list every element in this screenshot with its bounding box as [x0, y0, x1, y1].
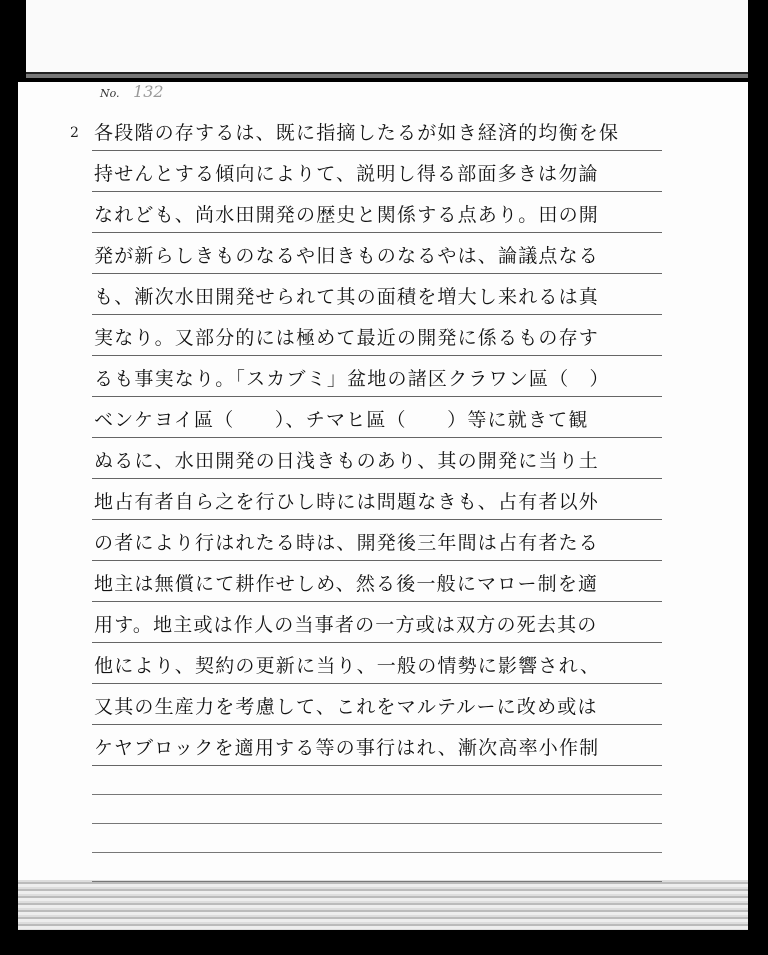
line-text: 用す。地主或は作人の当事者の一方或は双方の死去其の: [94, 614, 598, 636]
manuscript-text-block: [92, 110, 662, 882]
blank-ruled-line: [92, 795, 662, 824]
text-line: [92, 356, 662, 397]
text-line: [92, 110, 662, 151]
blank-ruled-line: [92, 766, 662, 795]
text-line: [92, 684, 662, 725]
margin-mark: 2: [70, 125, 79, 141]
line-text: なれども、尚水田開発の歴史と関係する点あり。田の開: [94, 204, 600, 226]
text-line: [92, 725, 662, 766]
page-number: 132: [133, 82, 164, 101]
line-text: ぬるに、水田開発の日浅きものあり、其の開発に当り土: [94, 450, 600, 472]
line-text: 地占有者自ら之を行ひし時には問題なきも、占有者以外: [94, 491, 600, 513]
line-text: ベンケヨイ區（ ）、チマヒ區（ ）等に就きて観: [94, 409, 589, 431]
line-text: 又其の生産力を考慮して、これをマルテルーに改め或は: [94, 696, 598, 718]
blank-ruled-line: [92, 853, 662, 882]
line-text: も、漸次水田開発せられて其の面積を増大し来れるは真: [94, 286, 600, 308]
line-text: 各段階の存するは、既に指摘したるが如き経済的均衡を保: [94, 122, 620, 144]
text-line: [92, 315, 662, 356]
line-text: るも事実なり。「スカブミ」盆地の諸区クラワン區（ ）: [94, 368, 610, 390]
text-line: [92, 520, 662, 561]
line-text: 実なり。又部分的には極めて最近の開発に係るもの存す: [94, 327, 600, 349]
text-line: [92, 397, 662, 438]
text-line: [92, 274, 662, 315]
no-label: No.: [100, 87, 120, 100]
page-number-header: [100, 82, 164, 101]
blank-ruled-line: [92, 824, 662, 853]
top-paper-strip: [26, 0, 748, 74]
text-line: [92, 561, 662, 602]
line-text: 持せんとする傾向によりて、説明し得る部面多きは勿論: [94, 163, 599, 185]
text-line: [92, 233, 662, 274]
line-text: の者により行はれたる時は、開発後三年間は占有者たる: [94, 532, 600, 554]
line-text: ケヤブロックを適用する等の事行はれ、漸次高率小作制: [94, 737, 600, 759]
line-text: 地主は無償にて耕作せしめ、然る後一般にマロー制を適: [94, 573, 599, 595]
text-line: [92, 643, 662, 684]
line-text: 他により、契約の更新に当り、一般の情勢に影響され、: [94, 655, 601, 677]
text-line: [92, 602, 662, 643]
page-stack-edge: [18, 880, 748, 930]
text-line: [92, 438, 662, 479]
text-line: [92, 479, 662, 520]
text-line: [92, 151, 662, 192]
line-text: 発が新らしきものなるや旧きものなるやは、論議点なる: [94, 245, 600, 267]
text-line: [92, 192, 662, 233]
